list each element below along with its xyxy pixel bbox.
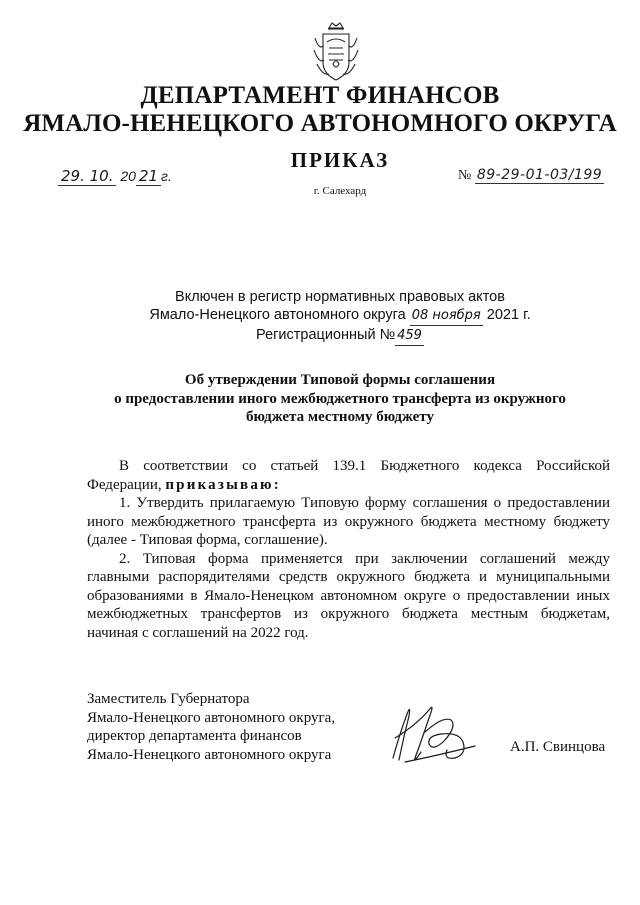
item-2: 2. Типовая форма применяется при заключении соглашений между главными распорядителями средств окружного бюджета и муниципальными образованиями в Ямало-Ненецком автономном округе о предоставлении иных межбюджетных трансфертов из окружного бюджета местным бюджетам, начиная с соглашений на 2022 год.: [87, 550, 610, 641]
handwritten-signature-icon: [385, 696, 483, 766]
registration-line2: [0, 306, 640, 326]
order-word: приказываю:: [165, 476, 281, 493]
signatory-line4: Ямало-Ненецкого автономного округа: [87, 746, 332, 763]
preamble-paragraph: [87, 457, 610, 494]
signatory-position: [87, 690, 335, 764]
signatory-line3: директор департамента финансов: [87, 728, 302, 744]
order-date: [58, 167, 172, 186]
order-number: [458, 167, 604, 184]
city: г. Салехард: [313, 185, 367, 197]
item-1: 1. Утвердить прилагаемую Типовую форму соглашения о предоставлении иного межбюджетного трансферта из окружного бюджета местному бюджету (далее - Типовая форма, соглашение).: [87, 495, 610, 548]
order-subject: [0, 371, 640, 427]
coat-of-arms-icon: [311, 20, 361, 84]
order-number-value: 89-29-01-03/199: [476, 167, 603, 183]
signer-name: А.П. Свинцова: [510, 739, 606, 755]
order-title: ПРИКАЗ: [290, 148, 390, 172]
department-title-line2: ЯМАЛО-НЕНЕЦКОГО АВТОНОМНОГО ОКРУГА: [23, 110, 617, 137]
registration-region: Ямало-Ненецкого автономного округа: [149, 307, 406, 323]
signatory-line1: Заместитель Губернатора: [87, 691, 250, 707]
order-body: [87, 457, 610, 642]
registration-line1: Включен в регистр нормативных правовых актов: [175, 289, 505, 305]
order-date-century: 20: [120, 168, 136, 184]
order-number-label: №: [458, 168, 472, 183]
department-title-line1: ДЕПАРТАМЕНТ ФИНАНСОВ: [140, 82, 500, 109]
preamble-text: В соответствии со статьей 139.1 Бюджетного кодекса Российской Федерации,: [87, 458, 610, 493]
signatory-line2: Ямало-Ненецкого автономного округа,: [87, 709, 336, 726]
registration-number: 459: [395, 327, 424, 346]
subject-line1: Об утверждении Типовой формы соглашения: [184, 372, 496, 388]
order-date-day-month: 29. 10.: [61, 167, 114, 185]
registration-year: 2021 г.: [486, 307, 531, 323]
subject-line2: о предоставлении иного межбюджетного трансферта из окружного: [114, 390, 566, 407]
registration-line3: [0, 326, 640, 346]
order-date-year: 21: [138, 167, 159, 185]
registration-date: 08 ноября: [410, 307, 483, 326]
registration-stamp: [0, 288, 640, 346]
registration-number-label: Регистрационный №: [256, 327, 396, 343]
order-date-suffix: г.: [161, 168, 172, 184]
subject-line3: бюджета местному бюджету: [246, 409, 434, 425]
